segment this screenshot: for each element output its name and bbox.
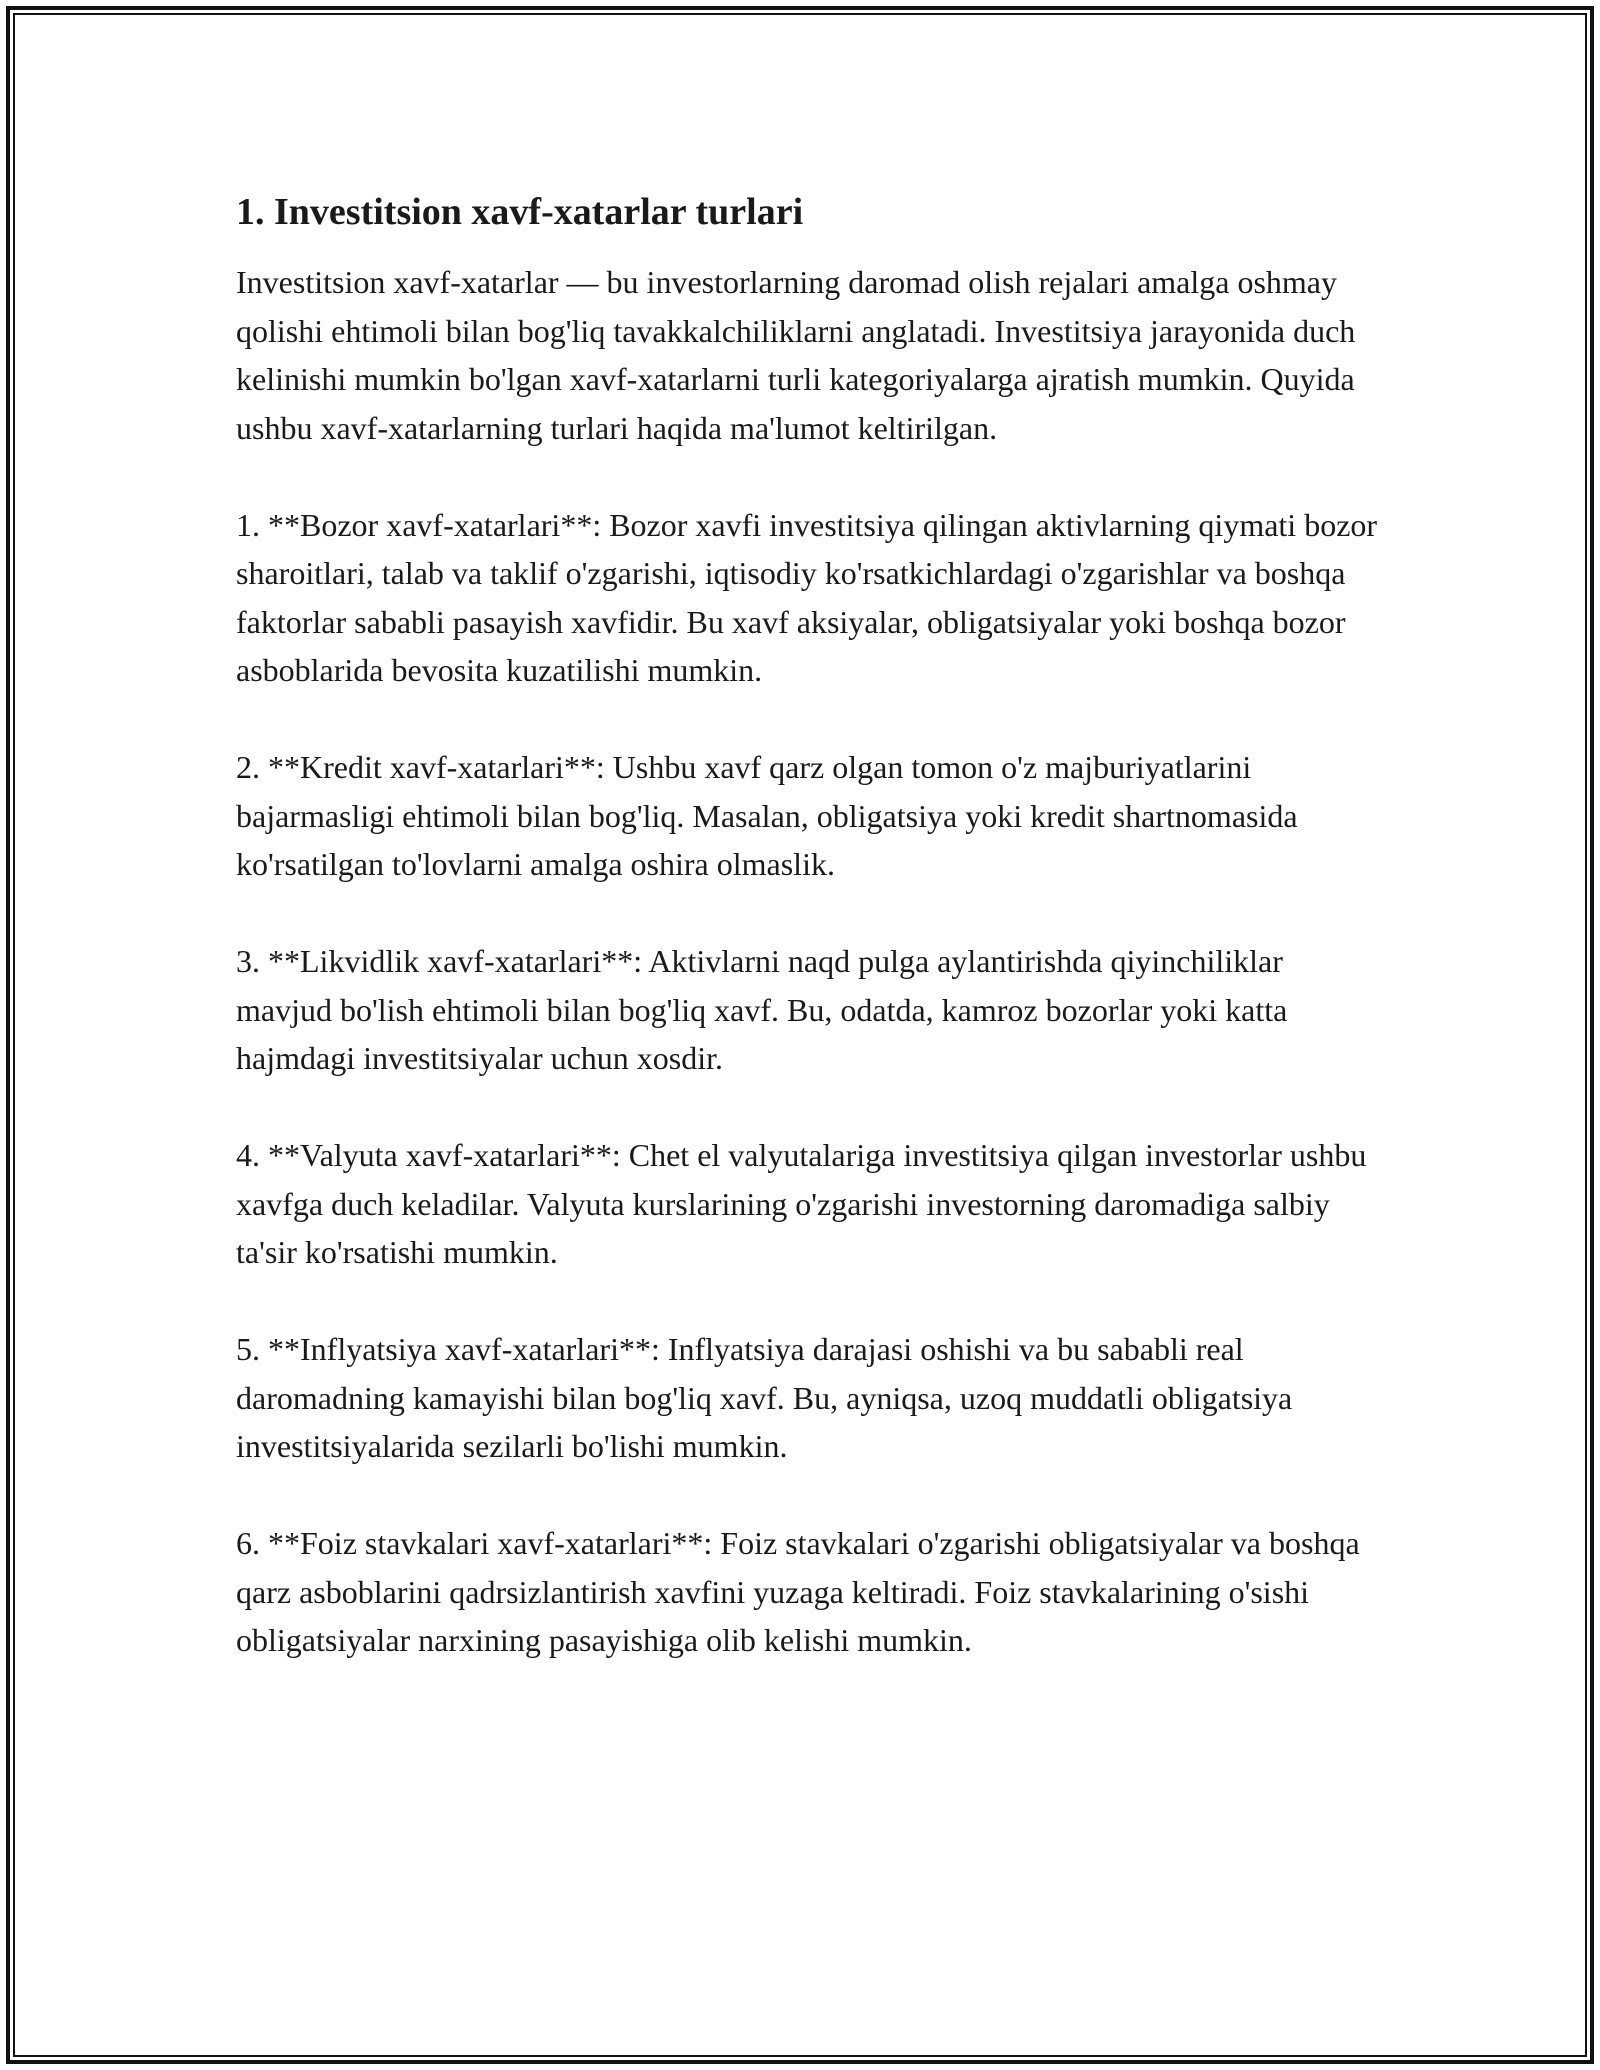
document-title: 1. Investitsion xavf-xatarlar turlari <box>236 191 804 233</box>
risk-item-interest-rate: 6. **Foiz stavkalari xavf-xatarlari**: Foiz stavkalari o'zgarishi obligatsiyalar va boshqa qarz asboblarini qadrsizlantirish xavfini yuzaga keltiradi. Foiz stavkalarining o'sishi obligatsiyalar narxining pasayishiga olib kelishi mumkin. <box>236 1525 1360 1658</box>
document-body <box>236 186 1386 1713</box>
risk-item-currency: 4. **Valyuta xavf-xatarlari**: Chet el valyutalariga investitsiya qilgan investorlar ushbu xavfga duch keladilar. Valyuta kurslarining o'zgarishi investorning daromadiga salbiy ta'sir ko'rsatishi mumkin. <box>236 1137 1367 1270</box>
risk-item-market: 1. **Bozor xavf-xatarlari**: Bozor xavfi investitsiya qilingan aktivlarning qiymati bozor sharoitlari, talab va taklif o'zgarishi, iqtisodiy ko'rsatkichlardagi o'zgarishlar va boshqa faktorlar sababli pasayish xavfidir. Bu xavf aksiyalar, obligatsiyalar yoki boshqa bozor asboblarida bevosita kuzatilishi mumkin. <box>236 506 1378 688</box>
risk-item-inflation: 5. **Inflyatsiya xavf-xatarlari**: Inflyatsiya darajasi oshishi va bu sababli real daromadning kamayishi bilan bog'liq xavf. Bu, ayniqsa, uzoq muddatli obligatsiya investitsiyalarida sezilarli bo'lishi mumkin. <box>236 1331 1293 1464</box>
risk-item-credit: 2. **Kredit xavf-xatarlari**: Ushbu xavf qarz olgan tomon o'z majburiyatlarini bajarmasligi ehtimoli bilan bog'liq. Masalan, obligatsiya yoki kredit shartnomasida ko'rsatilgan to'lovlarni amalga oshira olmaslik. <box>236 749 1298 882</box>
risk-item-liquidity: 3. **Likvidlik xavf-xatarlari**: Aktivlarni naqd pulga aylantirishda qiyinchiliklar mavjud bo'lish ehtimoli bilan bog'liq xavf. Bu, odatda, kamroz bozorlar yoki katta hajmdagi investitsiyalar uchun xosdir. <box>236 943 1288 1076</box>
intro-paragraph: Investitsion xavf-xatarlar — bu investorlarning daromad olish rejalari amalga oshmay qolishi ehtimoli bilan bog'liq tavakkalchiliklarni anglatadi. Investitsiya jarayonida duch kelinishi mumkin bo'lgan xavf-xatarlarni turli kategoriyalarga ajratish mumkin. Quyida ushbu xavf-xatarlarning turlari haqida ma'lumot keltirilgan. <box>236 264 1356 446</box>
